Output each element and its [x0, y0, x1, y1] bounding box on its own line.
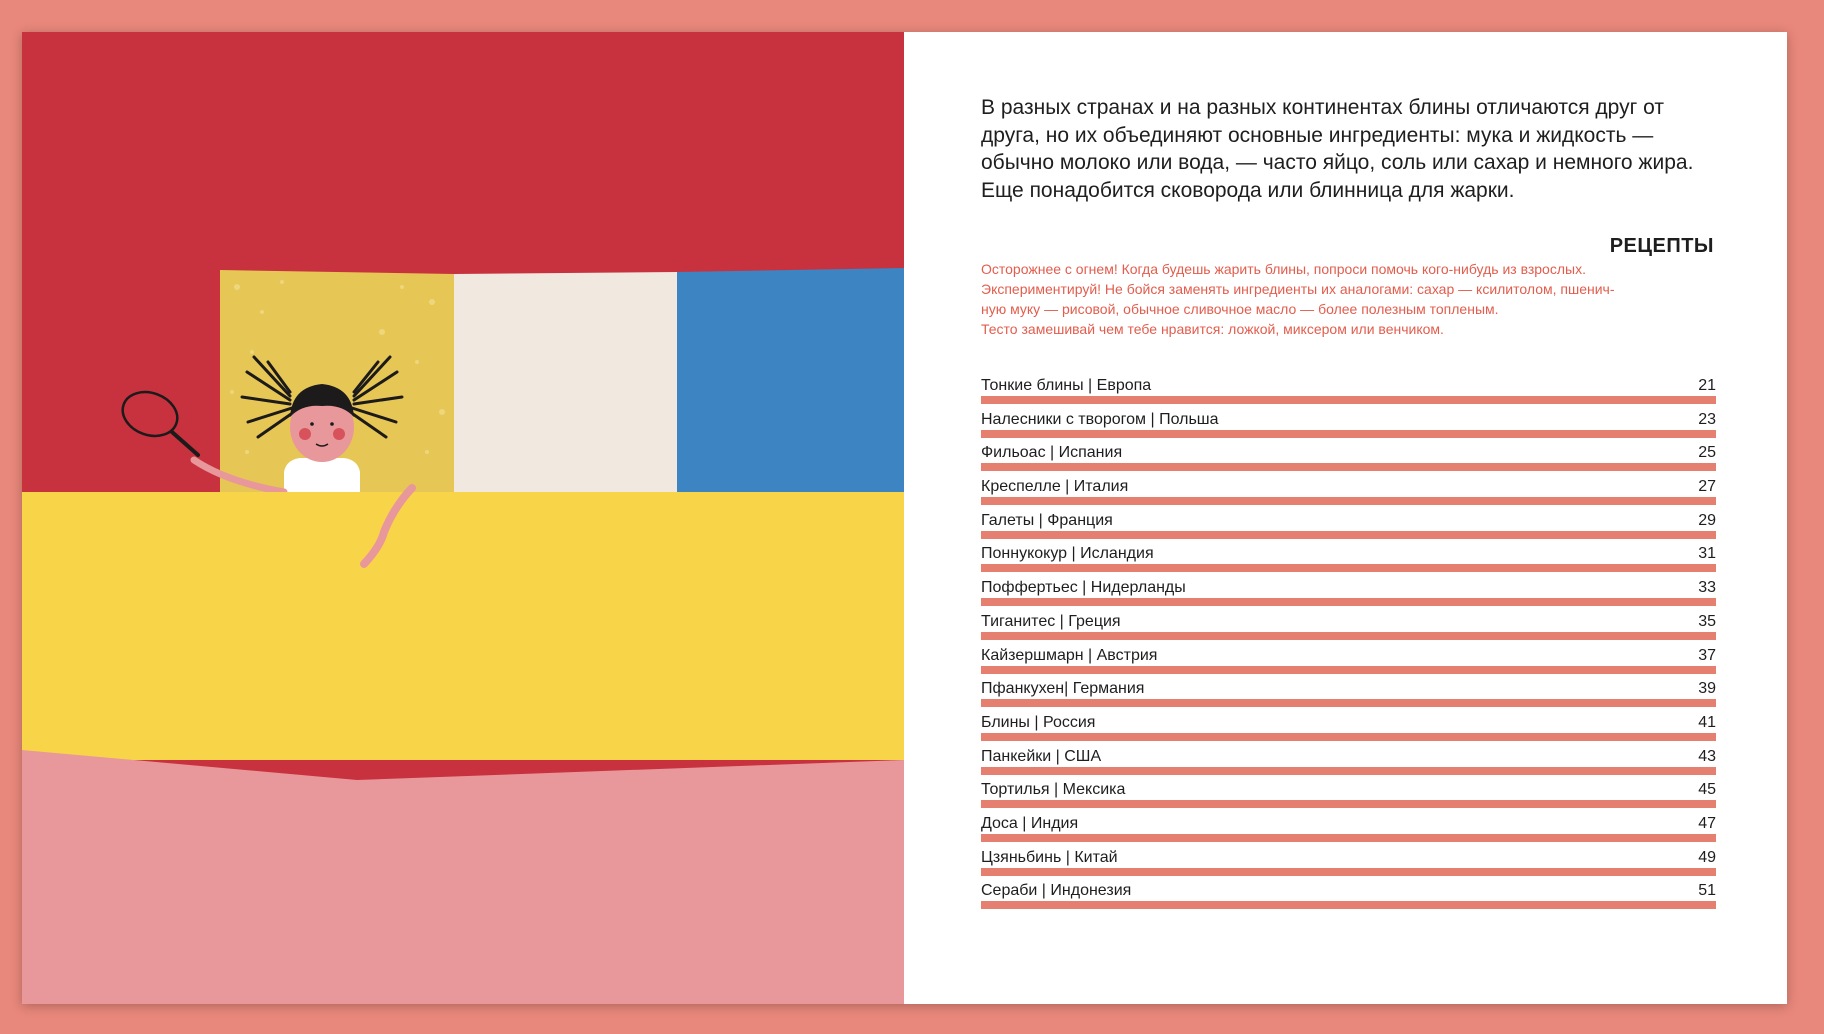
toc-page: 47 [1698, 814, 1716, 832]
toc-bar [981, 430, 1716, 438]
toc-entry[interactable] [981, 472, 1716, 506]
toc-title: Сераби | Индонезия [981, 882, 1132, 900]
toc-entry[interactable] [981, 539, 1716, 573]
toc-title: Блины | Россия [981, 713, 1096, 731]
toc-page: 35 [1698, 612, 1716, 630]
toc-bar [981, 666, 1716, 674]
toc-title: Тортилья | Мексика [981, 781, 1126, 799]
toc-title: Налесники с творогом | Польша [981, 410, 1219, 428]
toc-title: Доса | Индия [981, 814, 1079, 832]
table-of-contents [981, 371, 1716, 910]
toc-entry[interactable] [981, 742, 1716, 776]
toc-title: Поннукокур | Исландия [981, 545, 1154, 563]
toc-bar [981, 834, 1716, 842]
toc-title: Тонкие блины | Европа [981, 377, 1152, 394]
toc-entry[interactable] [981, 674, 1716, 708]
girl-with-frying-pan-illustration [22, 32, 904, 1004]
blue-panel [677, 268, 904, 492]
toc-page: 29 [1698, 511, 1716, 529]
toc-page: 33 [1698, 579, 1716, 597]
toc-page: 39 [1698, 680, 1716, 698]
toc-title: Креспелле | Италия [981, 478, 1129, 496]
illustration-page [22, 32, 904, 1004]
toc-bar [981, 632, 1716, 640]
toc-bar [981, 800, 1716, 808]
book-spread [22, 32, 1787, 1004]
toc-page: 49 [1698, 848, 1716, 866]
toc-page: 27 [1698, 478, 1716, 496]
toc-bar [981, 868, 1716, 876]
toc-page: 41 [1698, 713, 1716, 731]
safety-note-line: ную муку — рисовой, обычное сливочное масло — более полезным топленым. [981, 301, 1499, 317]
toc-entry[interactable] [981, 405, 1716, 439]
toc-bar [981, 564, 1716, 572]
safety-note-line: Осторожнее с огнем! Когда будешь жарить блины, попроси помочь кого-нибудь из взрослых. [981, 261, 1586, 277]
toc-page: 37 [1698, 646, 1716, 664]
toc-title: Панкейки | США [981, 747, 1102, 765]
safety-note [981, 259, 1721, 339]
toc-entry[interactable] [981, 371, 1716, 405]
toc-page: 21 [1698, 377, 1716, 394]
toc-page: 25 [1698, 444, 1716, 462]
toc-bar [981, 463, 1716, 471]
toc-bar [981, 901, 1716, 909]
toc-title: Пфанкухен| Германия [981, 680, 1145, 698]
safety-note-line: Тесто замешивай чем тебе нравится: ложкой, миксером или венчиком. [981, 321, 1444, 337]
toc-entry[interactable] [981, 809, 1716, 843]
toc-bar [981, 497, 1716, 505]
toc-entry[interactable] [981, 573, 1716, 607]
intro-paragraph: В разных странах и на разных континентах блины отличаются друг от друга, но их объединяют основные ингредиенты: мука и жидкость — обычно молоко или вода, — часто яйцо, соль или сахар и немного жира. Еще понадобится сковорода или блинница для жарки. [981, 96, 1694, 202]
toc-title: Тиганитес | Греция [981, 612, 1121, 630]
toc-bar [981, 531, 1716, 539]
contents-page [904, 32, 1787, 1004]
toc-title: Поффертьес | Нидерланды [981, 579, 1186, 597]
recipes-heading: РЕЦЕПТЫ [1609, 235, 1714, 257]
safety-note-line: Экспериментируй! Не бойся заменять ингредиенты их аналогами: сахар — ксилитолом, пшенич- [981, 281, 1615, 297]
toc-page: 45 [1698, 781, 1716, 799]
toc-title: Цзяньбинь | Китай [981, 848, 1118, 866]
toc-entry[interactable] [981, 708, 1716, 742]
toc-entry[interactable] [981, 506, 1716, 540]
toc-title: Кайзершмарн | Австрия [981, 646, 1158, 664]
girl-dress [284, 458, 360, 492]
toc-entry[interactable] [981, 607, 1716, 641]
toc-bar [981, 733, 1716, 741]
toc-bar [981, 767, 1716, 775]
toc-entry[interactable] [981, 641, 1716, 675]
toc-bar [981, 396, 1716, 404]
yellow-counter [22, 492, 904, 760]
toc-entry[interactable] [981, 843, 1716, 877]
toc-title: Фильоас | Испания [981, 444, 1123, 462]
toc-page: 31 [1698, 545, 1716, 563]
toc-entry[interactable] [981, 876, 1716, 910]
toc-bar [981, 699, 1716, 707]
toc-page: 23 [1698, 410, 1716, 428]
cream-panel [454, 272, 677, 492]
toc-page: 43 [1698, 747, 1716, 765]
toc-page: 51 [1698, 882, 1716, 900]
toc-entry[interactable] [981, 775, 1716, 809]
toc-bar [981, 598, 1716, 606]
toc-entry[interactable] [981, 438, 1716, 472]
pink-floor [22, 750, 904, 1004]
toc-title: Галеты | Франция [981, 511, 1113, 529]
